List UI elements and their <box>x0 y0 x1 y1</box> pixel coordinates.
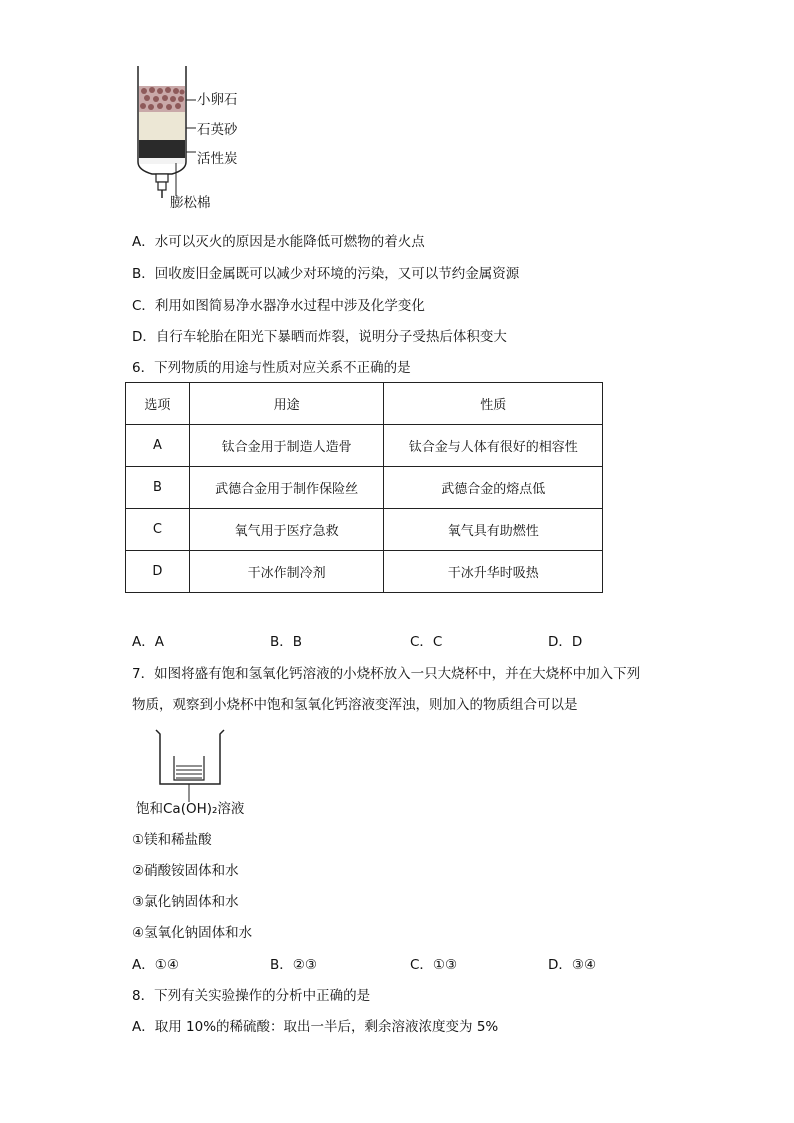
table-header-cell: 性质 <box>384 383 603 425</box>
q7-choice-b: B．②③ <box>270 957 317 973</box>
table-cell: 钛合金与人体有很好的相容性 <box>384 425 603 467</box>
table-cell: 干冰升华时吸热 <box>384 551 603 593</box>
table-header-row <box>126 383 603 425</box>
label-activated-carbon: 活性炭 <box>197 151 238 167</box>
beaker-drawing <box>152 726 232 806</box>
table-cell: A <box>126 425 190 467</box>
beaker-figure <box>134 726 254 822</box>
table-cell: 武德合金的熔点低 <box>384 467 603 509</box>
table-cell: 武德合金用于制作保险丝 <box>189 467 384 509</box>
q5-option-b: B．回收废旧金属既可以减少对环境的污染，又可以节约金属资源 <box>132 266 520 282</box>
q7-stem-line-1: 7．如图将盛有饱和氢氧化钙溶液的小烧杯放入一只大烧杯中，并在大烧杯中加入下列 <box>132 666 641 682</box>
table-cell: B <box>126 467 190 509</box>
label-pebbles: 小卵石 <box>197 92 238 108</box>
q5-option-a: A．水可以灭火的原因是水能降低可燃物的着火点 <box>132 234 425 250</box>
q7-item-4: ④氢氧化钠固体和水 <box>132 925 253 941</box>
table-cell: D <box>126 551 190 593</box>
q6-stem: 6．下列物质的用途与性质对应关系不正确的是 <box>132 360 411 376</box>
q8-option-a: A．取用 10%的稀硫酸：取出一半后，剩余溶液浓度变为 5% <box>132 1019 499 1035</box>
table-header-cell: 选项 <box>126 383 190 425</box>
table-cell: 氧气用于医疗急救 <box>189 509 384 551</box>
q7-choice-c: C．①③ <box>410 957 458 973</box>
q8-stem: 8．下列有关实验操作的分析中正确的是 <box>132 988 371 1004</box>
q6-choice-a: A．A <box>132 634 164 650</box>
q5-option-d: D．自行车轮胎在阳光下暴晒而炸裂，说明分子受热后体积变大 <box>132 329 507 345</box>
q6-table <box>125 382 603 593</box>
table-cell: 氧气具有助燃性 <box>384 509 603 551</box>
q5-option-c: C．利用如图简易净水器净水过程中涉及化学变化 <box>132 298 425 314</box>
q7-choice-a: A．①④ <box>132 957 179 973</box>
water-filter-figure <box>130 66 260 216</box>
q6-choice-d: D．D <box>548 634 583 650</box>
table-cell: 钛合金用于制造人造骨 <box>189 425 384 467</box>
label-quartz-sand: 石英砂 <box>197 122 238 138</box>
q7-choice-d: D．③④ <box>548 957 597 973</box>
q7-item-1: ①镁和稀盐酸 <box>132 832 212 848</box>
table-row <box>126 551 603 593</box>
table-header-cell: 用途 <box>189 383 384 425</box>
table-row <box>126 425 603 467</box>
q7-item-2: ②硝酸铵固体和水 <box>132 863 239 879</box>
q7-item-3: ③氯化钠固体和水 <box>132 894 239 910</box>
q6-choice-b: B．B <box>270 634 303 650</box>
table-row <box>126 509 603 551</box>
beaker-label: 饱和Ca(OH)₂溶液 <box>136 801 245 817</box>
label-cotton: 膨松棉 <box>170 195 211 211</box>
table-row <box>126 467 603 509</box>
q7-stem-line-2: 物质，观察到小烧杯中饱和氢氧化钙溶液变浑浊，则加入的物质组合可以是 <box>132 697 578 713</box>
table-cell: 干冰作制冷剂 <box>189 551 384 593</box>
q6-choice-c: C．C <box>410 634 443 650</box>
table-cell: C <box>126 509 190 551</box>
